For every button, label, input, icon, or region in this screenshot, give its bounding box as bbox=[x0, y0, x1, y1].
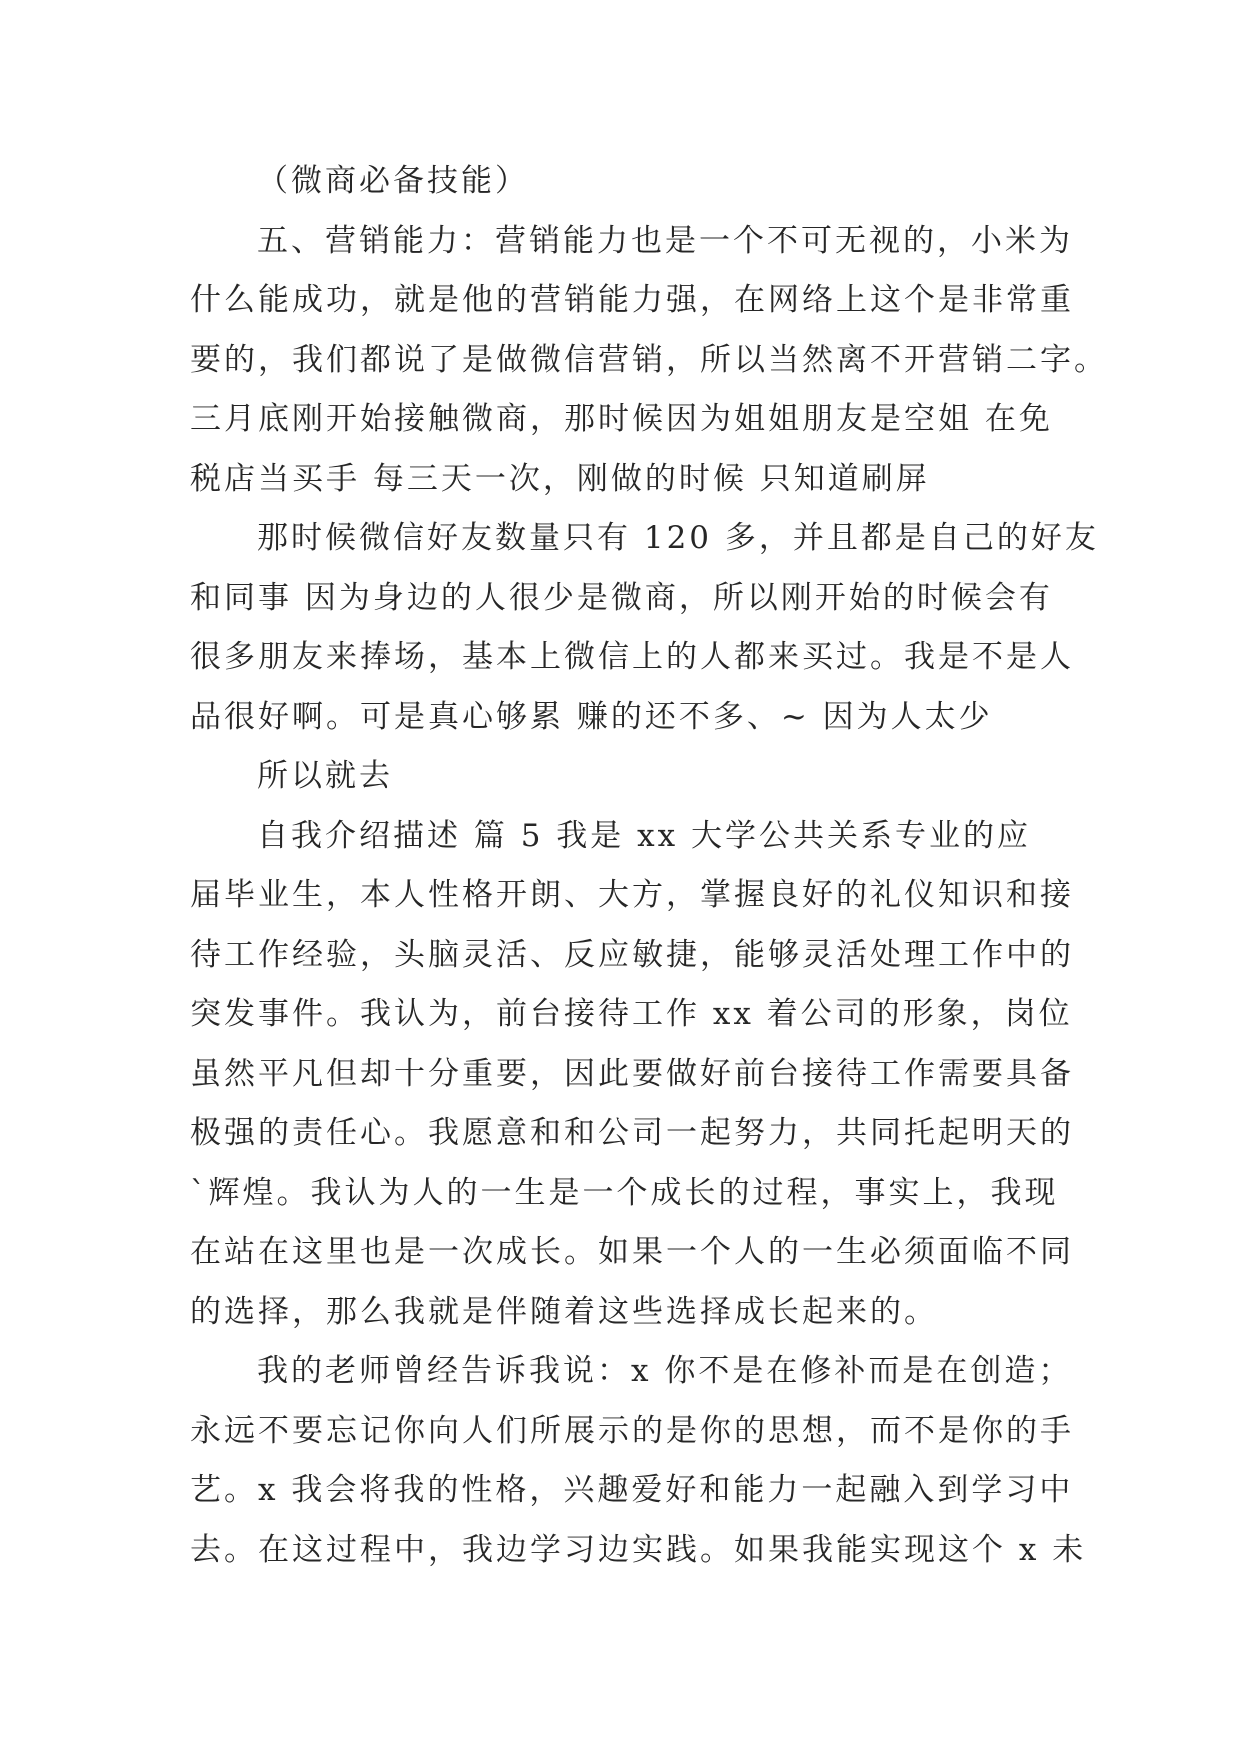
text-line: 永远不要忘记你向人们所展示的是你的思想，而不是你的手 bbox=[190, 1412, 1074, 1449]
text-line: 什么能成功，就是他的营销能力强，在网络上这个是非常重 bbox=[190, 282, 1074, 318]
text-line: 极强的责任心。我愿意和和公司一起努力，共同托起明天的 bbox=[190, 1115, 1074, 1151]
text-line: 届毕业生，本人性格开朗、大方，掌握良好的礼仪知识和接 bbox=[190, 877, 1074, 913]
text-line: 所以就去 bbox=[257, 758, 393, 794]
text-line: `辉煌。我认为人的一生是一个成长的过程，事实上，我现 bbox=[190, 1174, 1059, 1211]
text-line: 品很好啊。可是真心够累 赚的还不多、~ 因为人太少 bbox=[190, 698, 993, 735]
text-line: 自我介绍描述 篇 5 我是 xx 大学公共关系专业的应 bbox=[257, 817, 1031, 854]
text-line: 和同事 因为身边的人很少是微商，所以刚开始的时候会有 bbox=[190, 579, 1053, 616]
text-line: 的选择，那么我就是伴随着这些选择成长起来的。 bbox=[190, 1293, 938, 1330]
text-line: 税店当买手 每三天一次，刚做的时候 只知道刷屏 bbox=[190, 460, 930, 497]
text-line: 在站在这里也是一次成长。如果一个人的一生必须面临不同 bbox=[190, 1234, 1074, 1270]
text-line: 三月底刚开始接触微商，那时候因为姐姐朋友是空姐 在免 bbox=[190, 401, 1053, 437]
text-line: 去。在这过程中，我边学习边实践。如果我能实现这个 x 未 bbox=[190, 1531, 1087, 1568]
text-line: 艺。x 我会将我的性格，兴趣爱好和能力一起融入到学习中 bbox=[190, 1472, 1074, 1508]
text-line: 突发事件。我认为，前台接待工作 xx 着公司的形象，岗位 bbox=[190, 996, 1073, 1032]
text-line: 虽然平凡但却十分重要，因此要做好前台接待工作需要具备 bbox=[190, 1055, 1074, 1092]
text-line: 要的，我们都说了是做微信营销，所以当然离不开营销二字。 bbox=[190, 341, 1108, 378]
text-line: 五、营销能力：营销能力也是一个不可无视的，小米为 bbox=[257, 222, 1073, 259]
text-line: 待工作经验，头脑灵活、反应敏捷，能够灵活处理工作中的 bbox=[190, 936, 1074, 973]
text-line: （微商必备技能） bbox=[257, 163, 529, 199]
text-line: 很多朋友来捧场，基本上微信上的人都来买过。我是不是人 bbox=[190, 639, 1074, 675]
text-line: 那时候微信好友数量只有 120 多，并且都是自己的好友 bbox=[257, 520, 1099, 556]
document-body bbox=[190, 152, 1108, 1580]
text-line: 我的老师曾经告诉我说：x 你不是在修补而是在创造； bbox=[257, 1353, 1073, 1389]
